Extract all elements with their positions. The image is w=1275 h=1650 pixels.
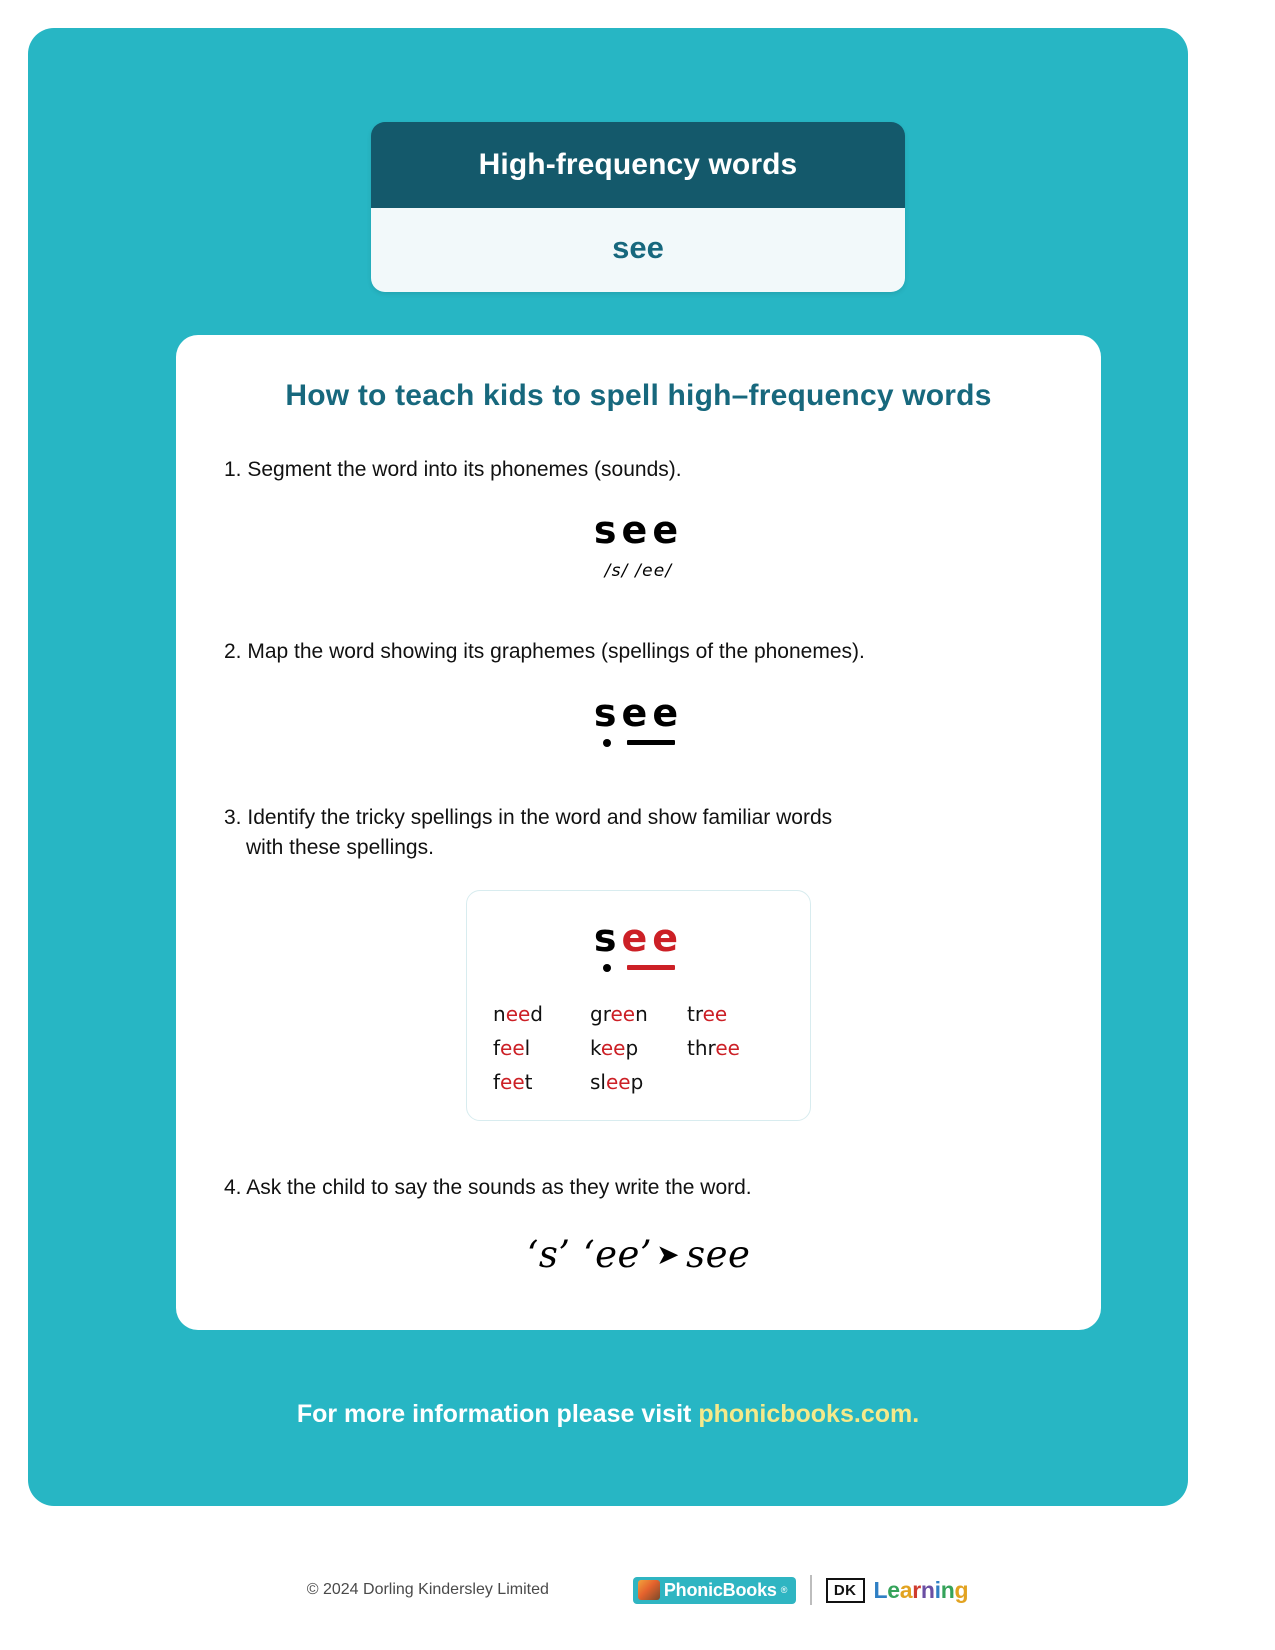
familiar-words-box (466, 890, 811, 1121)
grapheme-bar-marker (627, 965, 675, 970)
phonicbooks-logo-text: PhonicBooks (663, 1579, 777, 1600)
word-suffix: p (625, 1035, 639, 1060)
letter-s: s (593, 690, 622, 735)
step-1-text: Segment the word into its phonemes (sounds). (247, 458, 682, 481)
step-3-text-line1: Identify the tricky spellings in the word and show familiar words (247, 805, 833, 829)
step-3-number: 3. (224, 805, 242, 829)
letter-e1: e (621, 690, 653, 735)
word-grapheme: ee (600, 1035, 626, 1060)
step-3-grapheme-markers (467, 964, 810, 972)
phonicbooks-mark-icon (638, 1580, 660, 1600)
poster-footer (28, 1400, 1188, 1429)
grapheme-dot-marker (603, 964, 611, 972)
word-prefix: f (493, 1069, 501, 1094)
step-1-number: 1. (224, 458, 242, 481)
word-grapheme: ee (715, 1035, 740, 1060)
title-block (371, 122, 905, 292)
sound-s: ‘s’ (526, 1233, 571, 1277)
dk-learning-letter: a (899, 1576, 913, 1603)
step-4-result (176, 1233, 1101, 1276)
letter-e2: e (652, 690, 684, 735)
dk-learning-letter: e (887, 1576, 900, 1603)
category-title: High-frequency words (371, 122, 905, 208)
step-4-text: Ask the child to say the sounds as they write the word. (246, 1175, 752, 1199)
dk-box-text: DK (826, 1578, 865, 1603)
familiar-word (687, 1036, 784, 1060)
step-3-word-display (467, 915, 810, 972)
focus-word: see (371, 208, 905, 292)
footer-prompt: For more information please visit (296, 1400, 699, 1428)
familiar-word (590, 1002, 687, 1026)
letter-e2: e (652, 508, 684, 553)
dk-learning-letter: r (912, 1576, 921, 1603)
bottom-bar (0, 1560, 1275, 1620)
word-prefix: tr (687, 1001, 703, 1026)
phonicbooks-logo (633, 1577, 796, 1604)
step-3-text-line2: with these spellings. (246, 836, 434, 860)
letter-s: s (593, 915, 622, 960)
step-1-word (593, 508, 684, 553)
step-2-number: 2. (224, 640, 242, 664)
card-heading: How to teach kids to spell high–frequency words (285, 379, 992, 412)
grapheme-bar-marker (627, 740, 675, 745)
word-suffix: p (630, 1069, 644, 1094)
step-1 (224, 455, 1053, 485)
word-grapheme: ee (505, 1001, 531, 1026)
phonicbooks-link[interactable]: phonicbooks.com. (698, 1400, 920, 1428)
word-suffix: d (530, 1001, 543, 1026)
word-prefix: gr (590, 1001, 611, 1026)
familiar-word (590, 1070, 687, 1094)
step-1-word-display (176, 508, 1101, 582)
step-4 (224, 1173, 1053, 1203)
step-2 (224, 637, 1053, 667)
step-3-word (593, 915, 684, 960)
step-2-text: Map the word showing its graphemes (spellings of the phonemes). (247, 640, 865, 664)
grapheme-ee: ee (621, 915, 684, 960)
word-grapheme: ee (702, 1001, 728, 1026)
familiar-word (687, 1002, 784, 1026)
letter-s: s (593, 508, 622, 553)
word-suffix: t (524, 1069, 533, 1094)
step-2-grapheme-markers (176, 739, 1101, 747)
word-prefix: sl (590, 1069, 606, 1094)
dk-learning-letter: g (954, 1576, 969, 1603)
word-suffix: n (635, 1001, 648, 1026)
familiar-word (493, 1002, 590, 1026)
word-grapheme: ee (500, 1035, 525, 1060)
logo-divider (810, 1575, 812, 1605)
grapheme-dot-marker (603, 739, 611, 747)
dk-learning-letter: L (873, 1576, 888, 1603)
copyright-text: © 2024 Dorling Kindersley Limited (306, 1581, 549, 1598)
word-prefix: k (590, 1035, 601, 1060)
arrow-icon: ➤ (656, 1238, 681, 1272)
word-grapheme: ee (500, 1069, 525, 1094)
step-3 (224, 803, 1053, 864)
step-2-word (593, 690, 684, 735)
dk-learning-letter: n (940, 1576, 955, 1603)
word-prefix: thr (687, 1035, 716, 1060)
logo-group (633, 1575, 968, 1605)
poster-background (28, 28, 1188, 1506)
sound-ee: ‘ee’ (582, 1233, 653, 1277)
word-prefix: f (493, 1035, 501, 1060)
letter-e1: e (621, 508, 653, 553)
word-prefix: n (493, 1001, 506, 1026)
dk-learning-letter: n (920, 1576, 935, 1603)
result-word: see (686, 1233, 751, 1277)
word-suffix: l (524, 1035, 531, 1060)
registered-trademark-icon: ® (780, 1585, 788, 1595)
step-2-word-display (176, 690, 1101, 747)
familiar-word (493, 1036, 590, 1060)
familiar-words-grid (467, 1002, 810, 1094)
dk-learning-text (874, 1577, 969, 1604)
familiar-word (590, 1036, 687, 1060)
step-1-phonemes: /s/ /ee/ (604, 561, 673, 582)
content-card (176, 335, 1101, 1330)
familiar-word (493, 1070, 590, 1094)
word-grapheme: ee (610, 1001, 636, 1026)
word-grapheme: ee (605, 1069, 631, 1094)
dk-learning-logo (826, 1577, 968, 1604)
dk-learning-letter: i (934, 1576, 941, 1603)
step-4-number: 4. (224, 1175, 242, 1199)
